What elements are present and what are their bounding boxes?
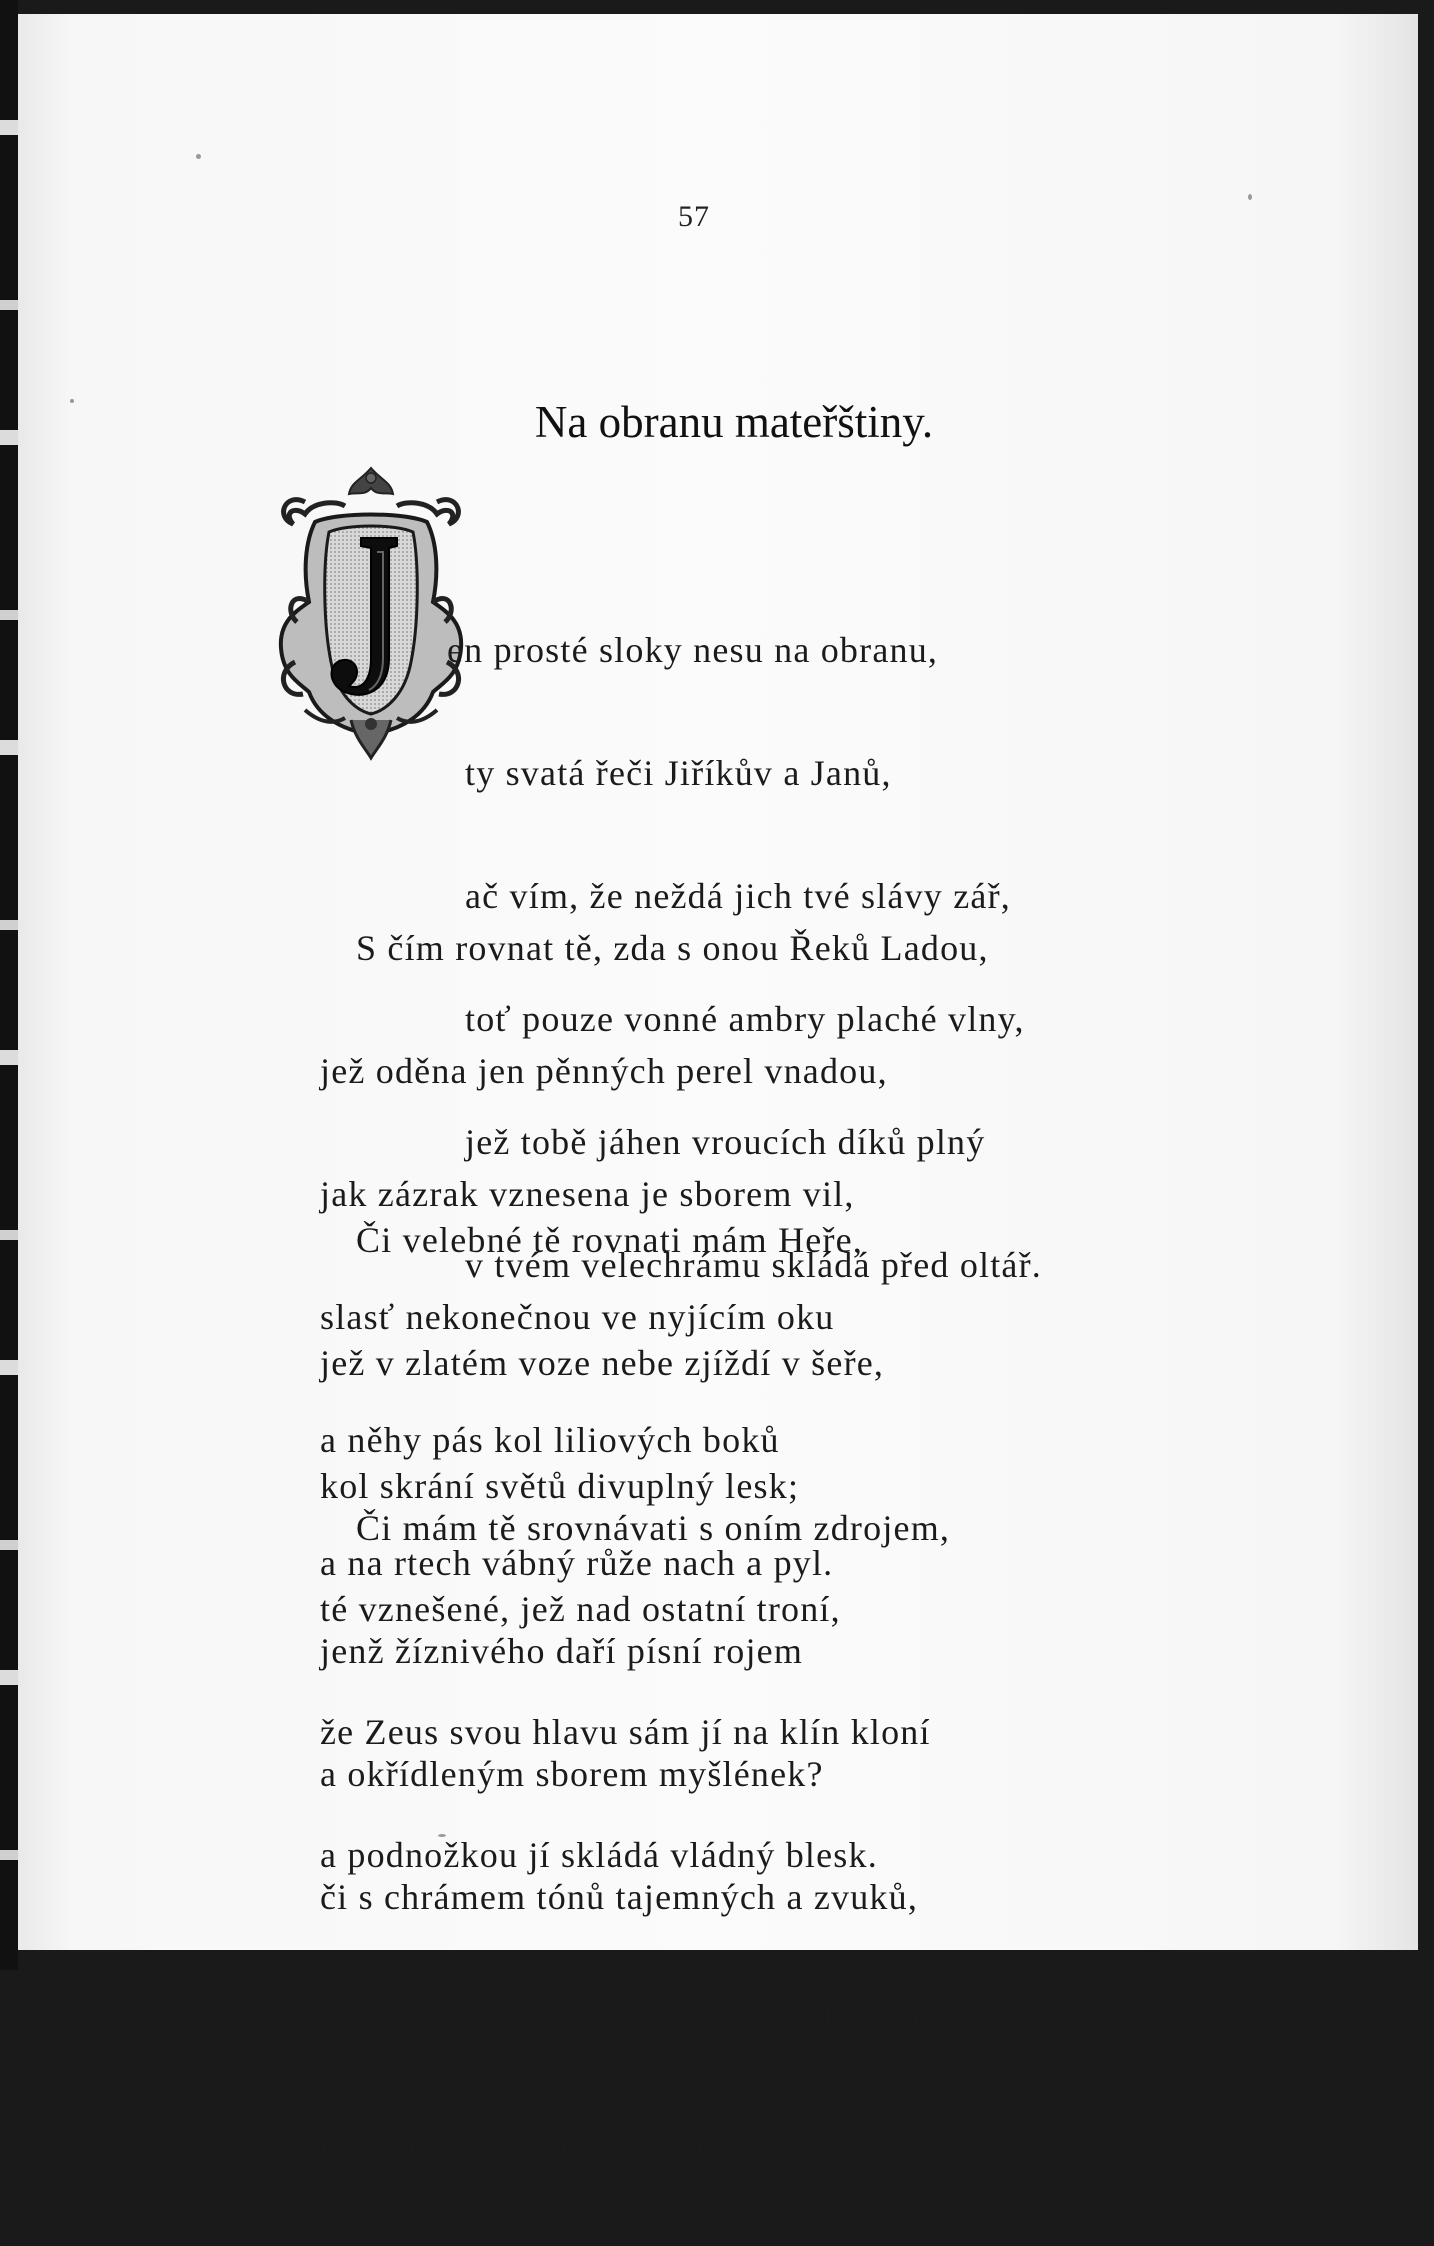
verse-line: jež v zlatém voze nebe zjíždí v šeře, [320, 1343, 885, 1383]
verse-line: jenž žíznivého daří písní rojem [320, 1631, 804, 1671]
verse-line: jak zázrak vznesena je sborem vil, [320, 1174, 855, 1214]
ornamental-cartouche-icon [265, 462, 477, 762]
verse-line: či s chrámem tónů tajemných a zvuků, [320, 1877, 919, 1917]
paper-speck [196, 154, 201, 159]
verse-line: a podnožkou jí skládá vládný blesk. [320, 1835, 878, 1875]
poem-title: Na obranu mateřštiny. [534, 397, 934, 447]
verse-line: té vznešené, jež nad ostatní troní, [320, 1589, 841, 1629]
scan-left-edge [0, 0, 18, 1970]
verse-line: a okřídleným sborem myšlének? [320, 1754, 824, 1794]
verse-line: v němž každý na srdce svou klada ruku [320, 2000, 932, 2040]
book-page [18, 14, 1418, 2163]
verse-line: že Zeus svou hlavu sám jí na klín kloní [320, 1712, 931, 1752]
verse-line: a něhy pás kol liliových boků [320, 1420, 780, 1460]
verse-line: byl citem v nebe nesen, dřív než klek'? [320, 2123, 926, 2163]
page-number: 57 [678, 200, 710, 233]
verse-line: Či mám tě srovnávati s oním zdrojem, [356, 1508, 951, 1548]
verse-line: en prosté sloky nesu na obranu, [447, 630, 939, 670]
verse-line: jež oděna jen pěnných perel vnadou, [320, 1051, 888, 1091]
verse-line: jež tobě jáhen vroucích díků plný [465, 1122, 986, 1162]
verse-line: Či velebné tě rovnati mám Heře, [356, 1220, 864, 1260]
verse-line: slasť nekonečnou ve nyjícím oku [320, 1297, 835, 1337]
verse-line: toť pouze vonné ambry plaché vlny, [465, 999, 1025, 1039]
decorated-initial [265, 462, 477, 762]
verse-line: ty svatá řeči Jiříkův a Janů, [465, 753, 892, 793]
verse-line: v tvém velechrámu skládá před oltář. [465, 1245, 1042, 1285]
verse-line: kol skrání světů divuplný lesk; [320, 1466, 800, 1506]
scan-right-edge [1418, 0, 1432, 1970]
verse-line: ač vím, že neždá jich tvé slávy zář, [465, 876, 1011, 916]
verse-line: S čím rovnat tě, zda s onou Řeků Ladou, [356, 928, 989, 968]
verse-line: a na rtech vábný růže nach a pyl. [320, 1543, 834, 1583]
stanza-4 [320, 1426, 950, 2246]
